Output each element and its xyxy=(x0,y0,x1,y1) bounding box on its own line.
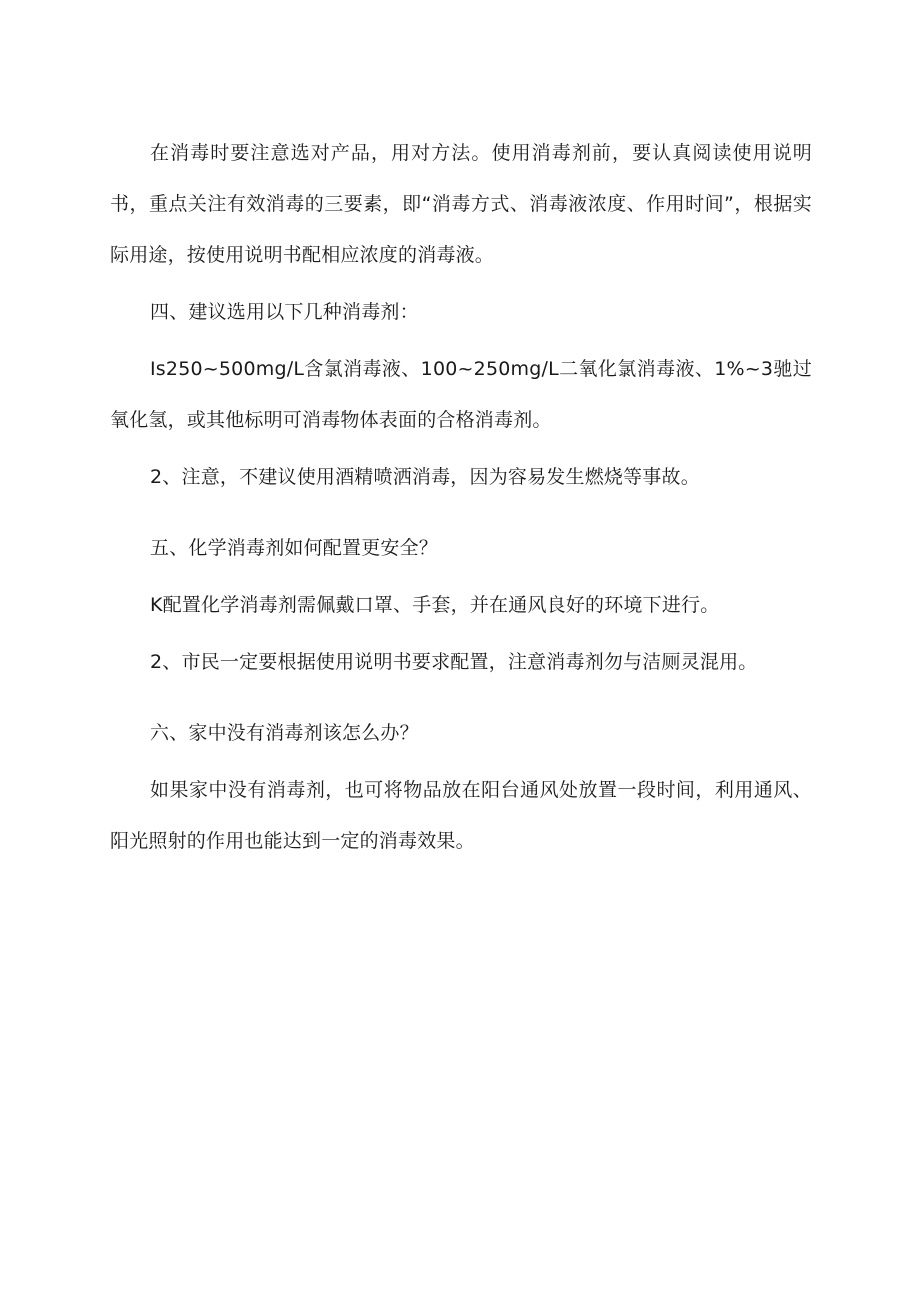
section-4-item-2: 2、注意，不建议使用酒精喷洒消毒，因为容易发生燃烧等事故。 xyxy=(150,466,700,488)
section-4-item-1: Is250~500mg∕L含氯消毒液、100~250mg∕L二氧化氯消毒液、1%~3驰过氧化氢，或其他标明可消毒物体表面的合格消毒剂。 xyxy=(110,358,812,431)
document-body xyxy=(110,128,812,867)
intro-paragraph: 在消毒时要注意选对产品，用对方法。使用消毒剂前，要认真阅读使用说明书，重点关注有效消毒的三要素，即“消毒方式、消毒液浓度、作用时间”，根据实际用途，按使用说明书配相应浓度的消毒液。 xyxy=(110,142,812,266)
section-5-item-1: K配置化学消毒剂需佩戴口罩、手套，并在通风良好的环境下进行。 xyxy=(150,594,720,616)
section-6-heading: 六、家中没有消毒剂该怎么办？ xyxy=(150,722,419,744)
section-5-item-2: 2、市民一定要根据使用说明书要求配置，注意消毒剂勿与洁厕灵混用。 xyxy=(150,651,758,673)
section-6-body: 如果家中没有消毒剂，也可将物品放在阳台通风处放置一段时间，利用通风、阳光照射的作用也能达到一定的消毒效果。 xyxy=(110,779,812,852)
section-4-heading: 四、建议选用以下几种消毒剂： xyxy=(150,301,419,323)
section-5-heading: 五、化学消毒剂如何配置更安全？ xyxy=(150,537,439,559)
